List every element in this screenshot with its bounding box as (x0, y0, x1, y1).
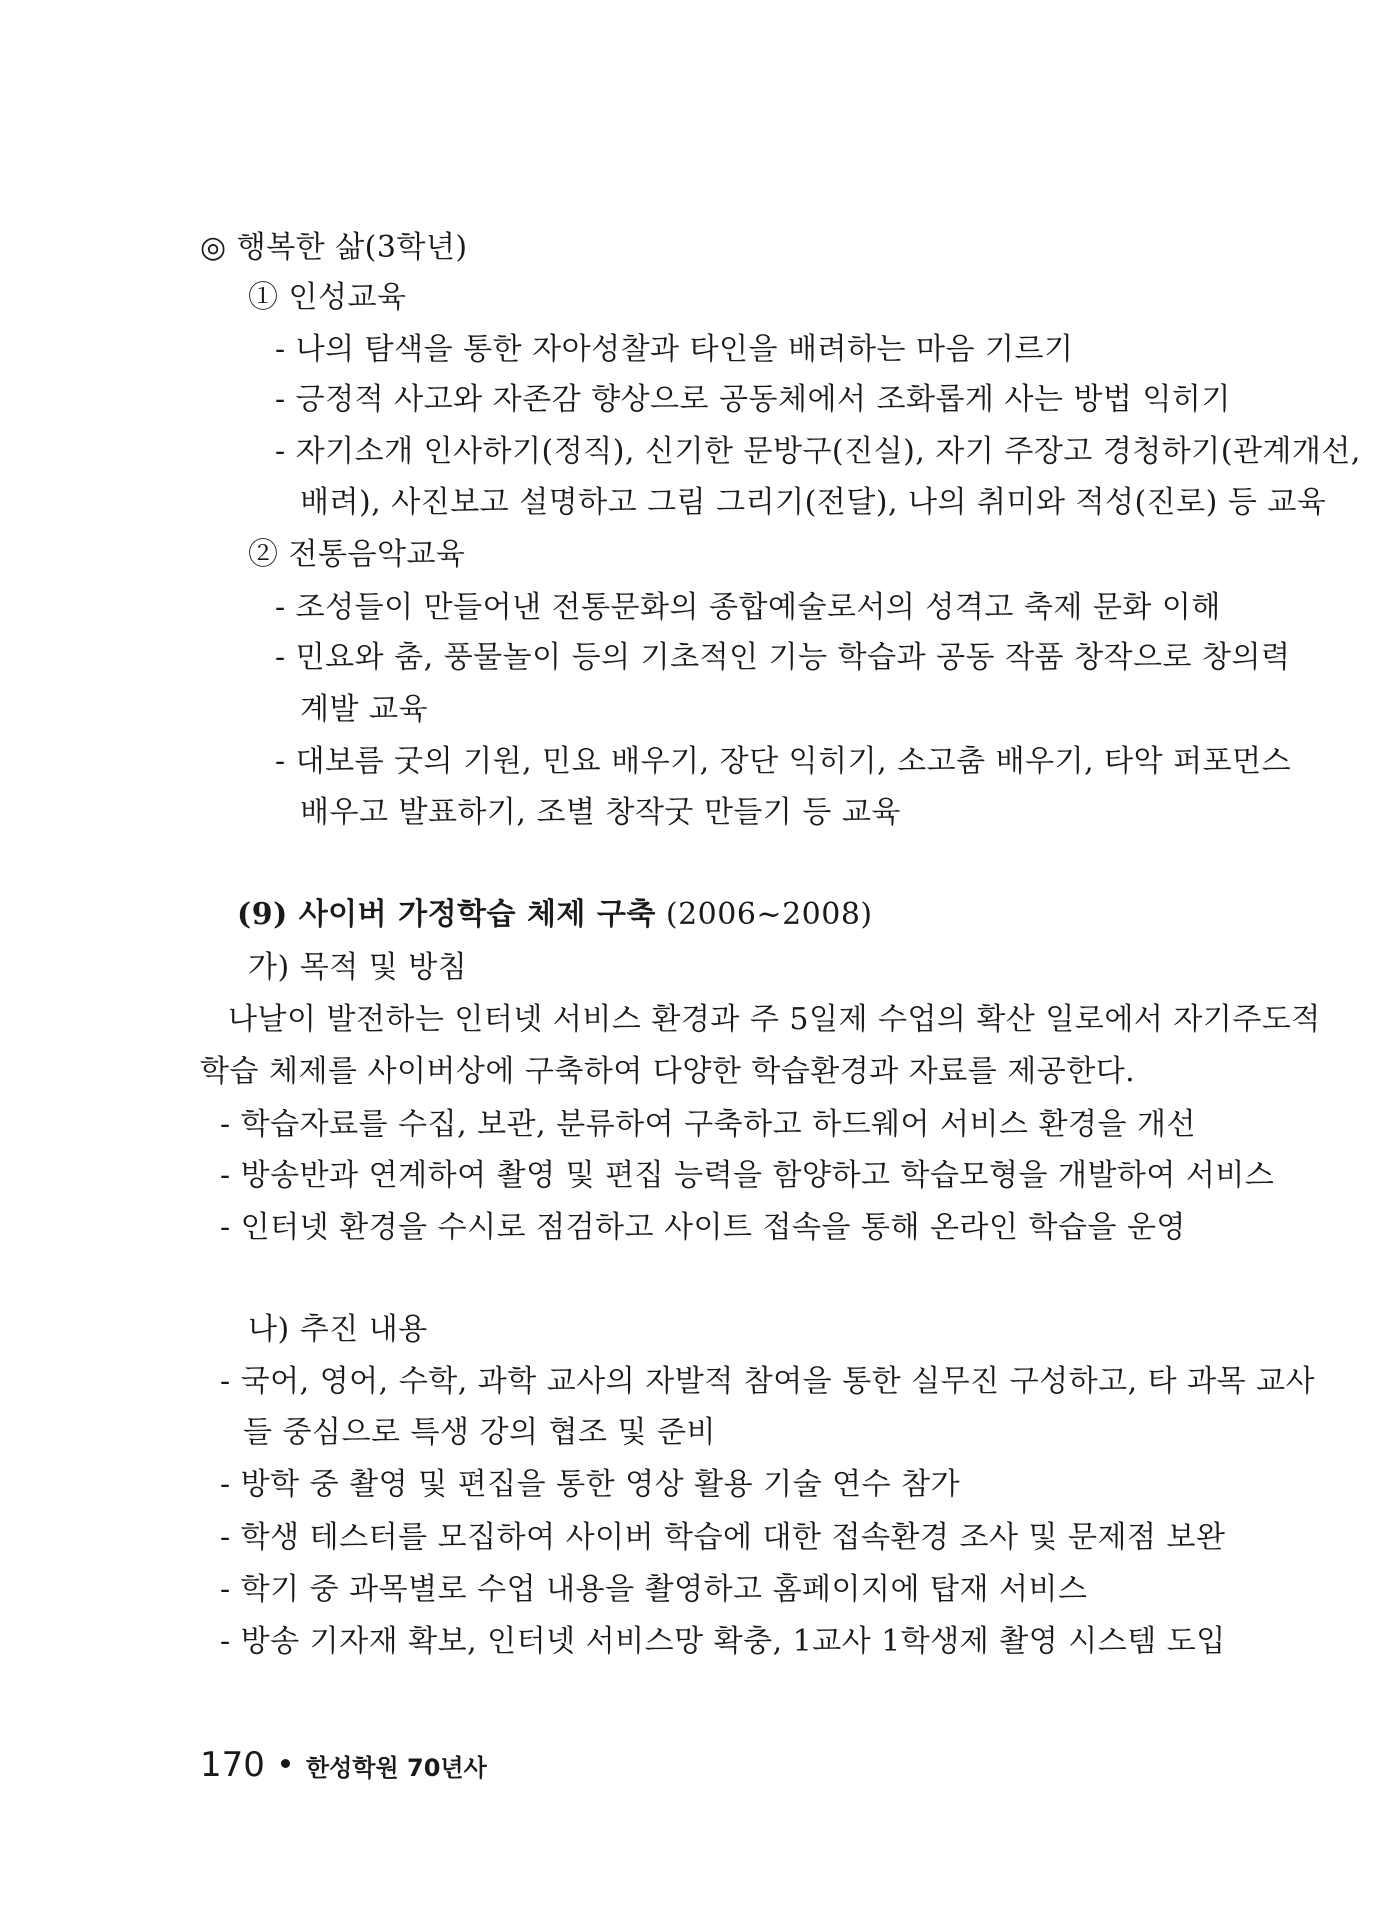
paragraph-line: 나날이 발전하는 인터넷 서비스 환경과 주 5일제 수업의 확산 일로에서 자기주도적 (228, 1002, 1321, 1037)
list-item: - 방송 기자재 확보, 인터넷 서비스망 확충, 1교사 1학생제 촬영 시스템 도입 (220, 1624, 1226, 1659)
list-item: - 자기소개 인사하기(정직), 신기한 문방구(진실), 자기 주장고 경청하기(관계개선, (275, 434, 1361, 469)
section-heading-text: (9) 사이버 가정학습 체제 구축 (237, 897, 656, 932)
list-item-continuation: 계발 교육 (300, 692, 428, 727)
list-item: - 방학 중 촬영 및 편집을 통한 영상 활용 기술 연수 참가 (220, 1467, 961, 1502)
list-item-continuation: 배려), 사진보고 설명하고 그림 그리기(전달), 나의 취미와 적성(진로) 등 교육 (300, 485, 1327, 520)
list-item: - 학습자료를 수집, 보관, 분류하여 구축하고 하드웨어 서비스 환경을 개선 (220, 1107, 1196, 1142)
list-item: - 대보름 굿의 기원, 민요 배우기, 장단 익히기, 소고춤 배우기, 타악 퍼포먼스 (275, 744, 1292, 779)
section-heading-years: (2006~2008) (665, 897, 873, 932)
page-number: 170 (200, 1745, 265, 1785)
list-item: - 긍정적 사고와 자존감 향상으로 공동체에서 조화롭게 사는 방법 익히기 (275, 382, 1231, 417)
list-item: - 학기 중 과목별로 수업 내용을 촬영하고 홈페이지에 탑재 서비스 (220, 1572, 1088, 1607)
list-item: - 국어, 영어, 수학, 과학 교사의 자발적 참여을 통한 실무진 구성하고, 타 과목 교사 (220, 1364, 1316, 1399)
section-heading-cyber-learning (237, 895, 873, 935)
subsection-title-character-education: ① 인성교육 (248, 280, 407, 315)
list-item: - 민요와 춤, 풍물놀이 등의 기초적인 기능 학습과 공동 작품 창작으로 창의력 (275, 640, 1291, 675)
subsection-title-content: 나) 추진 내용 (248, 1312, 428, 1347)
list-item-continuation: 들 중심으로 특생 강의 협조 및 준비 (243, 1415, 716, 1450)
list-item: - 나의 탐색을 통한 자아성찰과 타인을 배려하는 마음 기르기 (275, 332, 1074, 367)
list-item: - 인터넷 환경을 수시로 점검하고 사이트 접속을 통해 온라인 학습을 운영 (220, 1210, 1186, 1245)
list-item: - 조성들이 만들어낸 전통문화의 종합예술로서의 성격고 축제 문화 이해 (275, 590, 1221, 625)
subsection-title-traditional-music: ② 전통음악교육 (248, 537, 466, 572)
paragraph-line: 학습 체제를 사이버상에 구축하여 다양한 학습환경과 자료를 제공한다. (200, 1054, 1136, 1089)
list-item: - 방송반과 연계하여 촬영 및 편집 능력을 함양하고 학습모형을 개발하여 서비스 (220, 1158, 1275, 1193)
subsection-title-purpose: 가) 목적 및 방침 (248, 950, 468, 985)
section-title-happy-life: ◎ 행복한 삶(3학년) (200, 230, 468, 265)
book-title: 한성학원 70년사 (305, 1754, 487, 1782)
page-footer (200, 1745, 487, 1785)
list-item-continuation: 배우고 발표하기, 조별 창작굿 만들기 등 교육 (300, 795, 901, 830)
list-item: - 학생 테스터를 모집하여 사이버 학습에 대한 접속환경 조사 및 문제점 보완 (220, 1520, 1226, 1555)
bullet-dot-icon (281, 1759, 290, 1768)
